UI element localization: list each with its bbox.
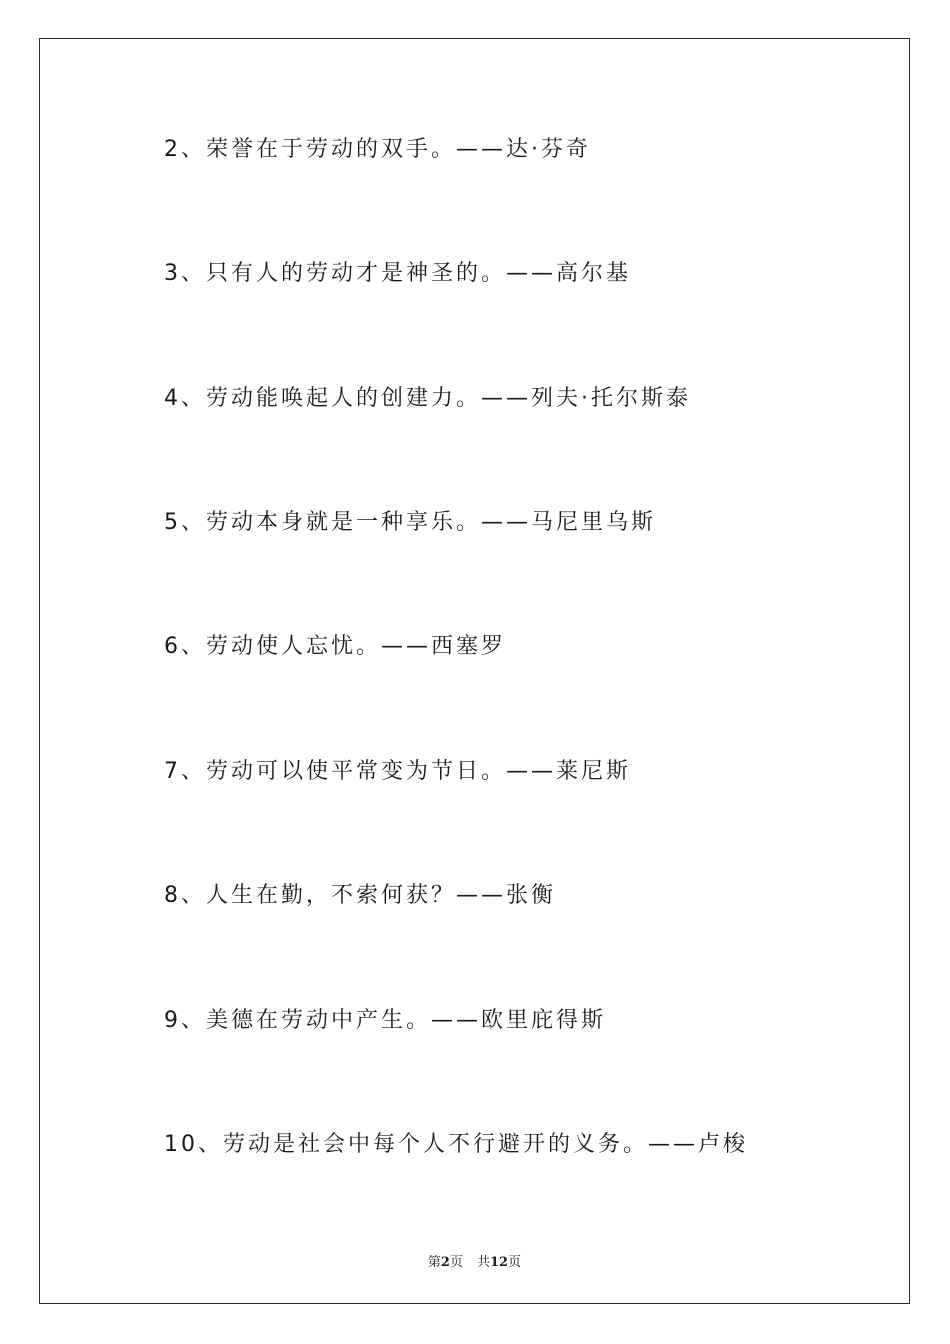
quote-item: 8、人生在勤，不索何获？——张衡	[164, 883, 556, 908]
total-suffix: 页	[508, 1255, 522, 1270]
page-suffix: 页	[449, 1255, 463, 1270]
quote-item: 7、劳动可以使平常变为节日。——莱尼斯	[164, 759, 631, 784]
page-prefix: 第	[427, 1255, 441, 1270]
quote-item: 5、劳动本身就是一种享乐。——马尼里乌斯	[164, 510, 656, 535]
quote-item: 2、荣誉在于劳动的双手。——达·芬奇	[164, 137, 591, 162]
quote-item: 6、劳动使人忘忧。——西塞罗	[164, 634, 506, 659]
page-number: 2	[440, 1255, 450, 1270]
quote-item: 4、劳动能唤起人的创建力。——列夫·托尔斯泰	[164, 386, 691, 411]
total-pages: 12	[489, 1255, 509, 1270]
quote-item: 10、劳动是社会中每个人不行避开的义务。——卢梭	[164, 1132, 748, 1157]
quote-list	[40, 39, 909, 1303]
total-prefix: 共	[476, 1255, 490, 1270]
page-footer	[40, 1251, 909, 1270]
page-frame	[39, 38, 910, 1304]
quote-item: 9、美德在劳动中产生。——欧里庇得斯	[164, 1008, 606, 1033]
quote-item: 3、只有人的劳动才是神圣的。——高尔基	[164, 261, 631, 286]
